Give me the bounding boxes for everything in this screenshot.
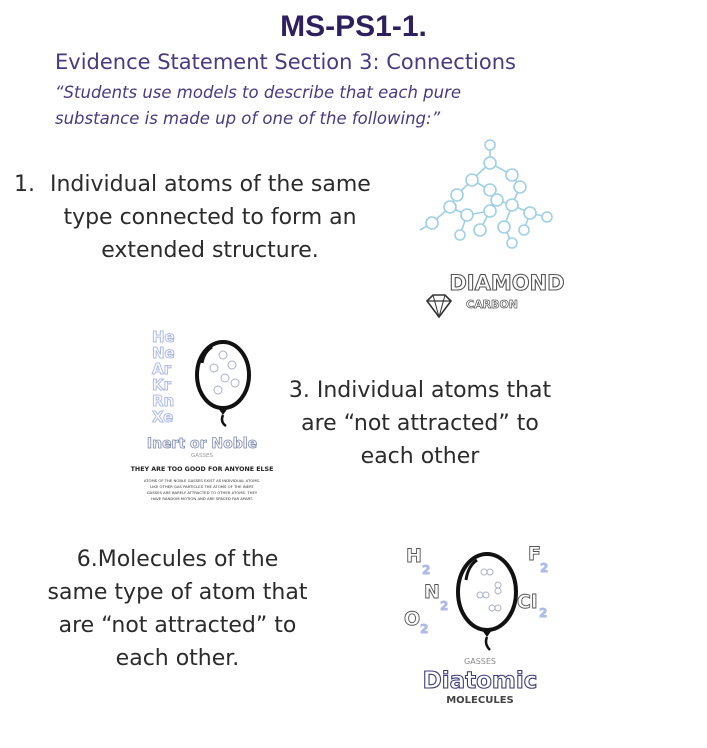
element-symbol: He xyxy=(152,328,175,346)
noble-gasses-label: GASSES xyxy=(191,453,213,459)
quote-line: substance is made up of one of the following:” xyxy=(55,109,441,128)
noble-title: Inert or Noble xyxy=(146,436,258,452)
diatomic-gasses-label: GASSES xyxy=(464,657,496,666)
fine-print-line: HAVE RANDOM MOTION AND ARE SPACED FAR APART. xyxy=(150,496,254,501)
formula-subscript: 2 xyxy=(440,599,449,613)
noble-fine-print xyxy=(144,478,260,501)
element-list xyxy=(152,328,175,426)
diatomic-title: Diatomic xyxy=(422,668,538,694)
diatomic-card xyxy=(400,540,560,715)
item1-line: extended structure. xyxy=(101,238,319,263)
formula-symbol: Cl xyxy=(517,591,538,613)
item6-line: same type of atom that xyxy=(47,580,308,605)
item6-line: are “not attracted” to xyxy=(58,613,297,638)
fine-print-line: ATOMS OF THE NOBLE GASSES EXIST AS INDIVIDUAL ATOMS. xyxy=(143,478,261,483)
item1-line: type connected to form an xyxy=(63,205,357,230)
formula-symbol: N xyxy=(424,581,440,603)
formula-subscript: 2 xyxy=(422,563,431,577)
diamond-gem-icon xyxy=(427,295,451,317)
formula-subscript: 2 xyxy=(540,561,549,575)
formula-symbol: H xyxy=(406,545,422,567)
fine-print-line: GASSES ARE BARELY ATTRACTED TO OTHER ATOMS. THEY xyxy=(146,490,258,495)
element-symbol: Xe xyxy=(152,408,174,426)
diamond-subtitle: CARBON xyxy=(466,298,518,311)
item1-text xyxy=(50,168,385,267)
noble-gas-card xyxy=(130,320,274,505)
formula-subscript: 2 xyxy=(420,622,429,636)
noble-tagline: THEY ARE TOO GOOD FOR ANYONE ELSE xyxy=(130,466,274,473)
quote-line: “Students use models to describe that each pure xyxy=(55,83,462,102)
diamond-title: DIAMOND xyxy=(449,271,565,295)
item3-line: are “not attracted” to xyxy=(301,411,539,436)
element-symbol: Rn xyxy=(152,392,175,410)
item3-text xyxy=(285,374,555,473)
item1-number: 1. xyxy=(14,172,35,197)
item6-line: each other. xyxy=(115,646,240,671)
page-title: MS-PS1-1. xyxy=(280,10,427,43)
item3-line: each other xyxy=(360,444,480,469)
fine-print-line: LIKE OTHER GAS PARTICLES THE ATOMS OF THE INERT xyxy=(150,484,254,489)
item3-line: 3. Individual atoms that xyxy=(288,378,552,403)
item1-line: Individual atoms of the same xyxy=(50,172,371,197)
item6-line: 6.Molecules of the xyxy=(76,547,279,572)
lattice-atoms xyxy=(426,140,552,248)
element-symbol: Ar xyxy=(152,360,172,378)
formula-symbol: F xyxy=(528,543,541,565)
diatomic-subtitle: MOLECULES xyxy=(446,695,514,706)
element-symbol: Ne xyxy=(152,344,175,362)
section-subtitle: Evidence Statement Section 3: Connections xyxy=(55,50,516,74)
diamond-card xyxy=(412,135,572,325)
element-symbol: Kr xyxy=(152,376,172,394)
item6-text xyxy=(40,543,315,675)
evidence-quote xyxy=(55,80,525,132)
balloon-icon xyxy=(458,554,516,650)
formula-subscript: 2 xyxy=(539,606,548,620)
balloon-icon xyxy=(197,342,249,426)
formula-symbol: O xyxy=(404,608,421,630)
